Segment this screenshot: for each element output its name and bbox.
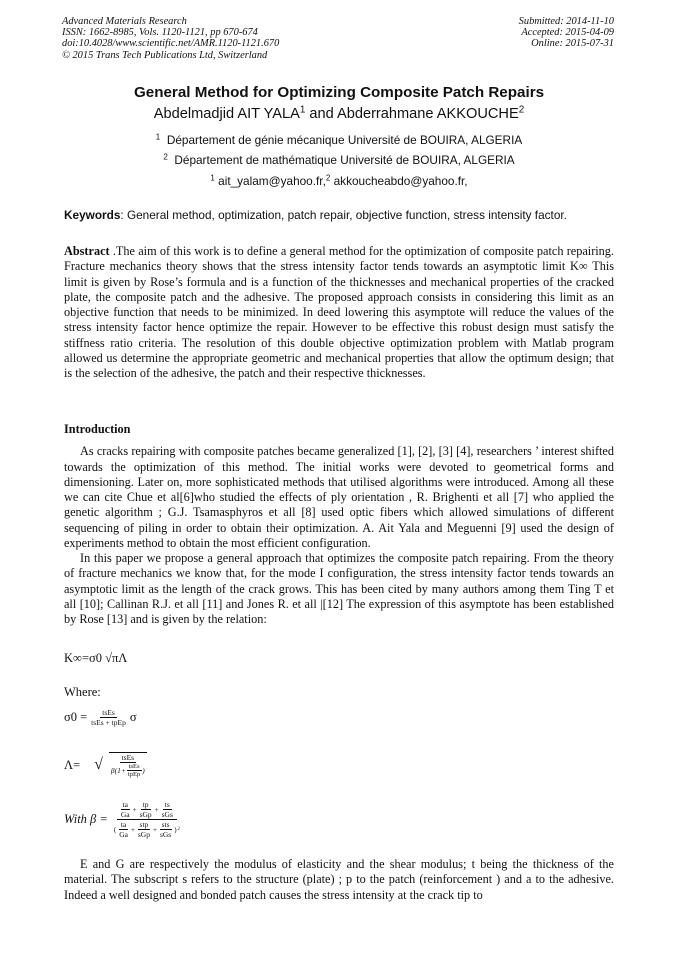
abstract-label: Abstract [64, 244, 110, 258]
online-date: Online: 2015-07-31 [531, 38, 614, 50]
section-heading: Introduction [64, 422, 131, 436]
journal-header [62, 16, 279, 61]
beta-fraction: $\frac{ta}{Ga}$ + $\frac{tp}{\text{sGp}}$ + $\frac{ts}{\text{sGs}}$ ( $\frac{ta}{Ga}$ + $\frac{\text{stp}}{\text{sGp}}$ + $\frac{\text{sts}}{\text{sGs}}$ ) 2 [113, 800, 180, 839]
k-infinity-equation: K∞=σ0 √πΛ [64, 651, 128, 665]
doi-line: doi:10.4028/www.scientific.net/AMR.1120-1121.670 [62, 38, 280, 50]
affiliation-1: $^1$ Département de génie mécanique Université de BOUIRA, ALGERIA [155, 132, 523, 147]
emails: $^1$ ait_yalam@yahoo.fr,$^2$ akkoucheabdo@yahoo.fr, [210, 173, 468, 188]
beta-equation: With β = $\frac{ta}{Ga}$ + $\frac{tp}{\text{sGp}}$ + $\frac{ts}{\text{sGs}}$ ( $\frac{ta}{Ga}$ + $\frac{\text{stp}}{\text{sGp}}$ + $\frac{\text{sts}}{\text{sGs}}$ ) 2 [64, 800, 180, 839]
copyright-line: © 2015 Trans Tech Publications Ltd, Switzerland [62, 49, 268, 61]
submitted-date: Submitted: 2014-11-10 [518, 16, 614, 27]
journal-name: Advanced Materials Research [62, 16, 187, 27]
author-line: Abdelmadjid AIT YALA$^1$ and Abderrahmane AKKOUCHE$^2$ [153, 104, 525, 122]
paper-title: General Method for Optimizing Composite Patch Repairs [133, 84, 545, 101]
accepted-date: Accepted: 2015-04-09 [521, 27, 614, 39]
abstract [64, 244, 614, 381]
sigma0-fraction: $\frac{\text{tsEs}}{\text{tsEs + tpEp}}$ [91, 708, 126, 727]
lambda-fraction: tsEs β(1+ $\frac{\text{tsEs}}{\text{tpEp}}$ ) [110, 753, 145, 778]
introduction-section [64, 422, 614, 627]
intro-paragraph-2: In this paper we propose a general approach that optimizes the composite patch repairing. From the theory of fracture mechanics we know that, for the mode I configuration, the stress intensity factor tends towards an asymptotic limit as the length of the crack grows. This has been cited by many authors among them Ting T et all [10]; Callinan R.J. et all [11] and Jones R. et all |[12] The expression of this asymptote has been established by Rose [13] and is given by the relation: [64, 551, 614, 626]
where-label: Where: [64, 685, 101, 699]
dates-header [519, 16, 614, 50]
affiliation-2: $^2$ Département de mathématique Université de BOUIRA, ALGERIA [163, 152, 515, 167]
abstract-text: .The aim of this work is to define a general method for the optimization of composite patch repairing. Fracture mechanics theory shows that the stress intensity factor tends towards an asymptotic limit K∞ This limit is given by Rose’s formula and is a function of the thicknesses and mechanical properties of the cracked plate, the composite patch and the adhesive. The proposed approach consists in considering this limit as an objective function that needs to be minimized. In deed lowering this asymptote will reduce the values of the stress intensity factor hence optimize the repair. However to be effective this robust design must satisfy the stiffness ratio criteria. The resolution of this double objective optimization problem with Matlab program allowed us determine the appropriate geometric and mechanical properties that allow the optimum design; that is the selection of the adhesive, the patch and their respective thicknesses. [64, 244, 614, 380]
intro-paragraph-1: As cracks repairing with composite patches became generalized [1], [2], [3] [4], researchers ’ interest shifted towards the optimization of this method. The initial works were devoted to geometrical forms and dimensioning. Later on, more sophisticated methods that utilised algorithms were introduced. Among all these we can cite Chue et al[6]who studied the effects of ply orientation , R. Brighenti et all [7] who applied the genetic algorithm ; G.J. Tsamasphyros et all [8] used optic fibers which allowed simulations of different sequencing of piling in order to obtain their optimization. A. Ait Yala and Meguenni [9] used the design of experiments method to obtain the most efficient configuration. [64, 444, 614, 550]
author-1: Abdelmadjid AIT YALA [153, 106, 300, 122]
keywords: Keywords: General method, optimization, patch repair, objective function, stress intensity factor. [64, 208, 567, 222]
closing-paragraph: E and G are respectively the modulus of elasticity and the shear modulus; t being the thickness of the material. The subscript s refers to the structure (plate) ; p to the patch (reinforcement ) and a to the adhesive. Indeed a well designed and bonded patch causes the stress intensity at the crack tip to [64, 857, 614, 902]
author-2: Abderrahmane AKKOUCHE [336, 106, 519, 122]
sigma0-equation: σ0 = $\frac{\text{tsEs}}{\text{tsEs + tpEp}}$ σ [64, 708, 137, 727]
sqrt-icon: √ [94, 756, 103, 773]
issn-line: ISSN: 1662-8985, Vols. 1120-1121, pp 670-674 [62, 27, 258, 39]
lambda-equation: Λ= √ tsEs β(1+ $\frac{\text{tsEs}}{\text{tpEp}}$ ) [64, 753, 145, 778]
